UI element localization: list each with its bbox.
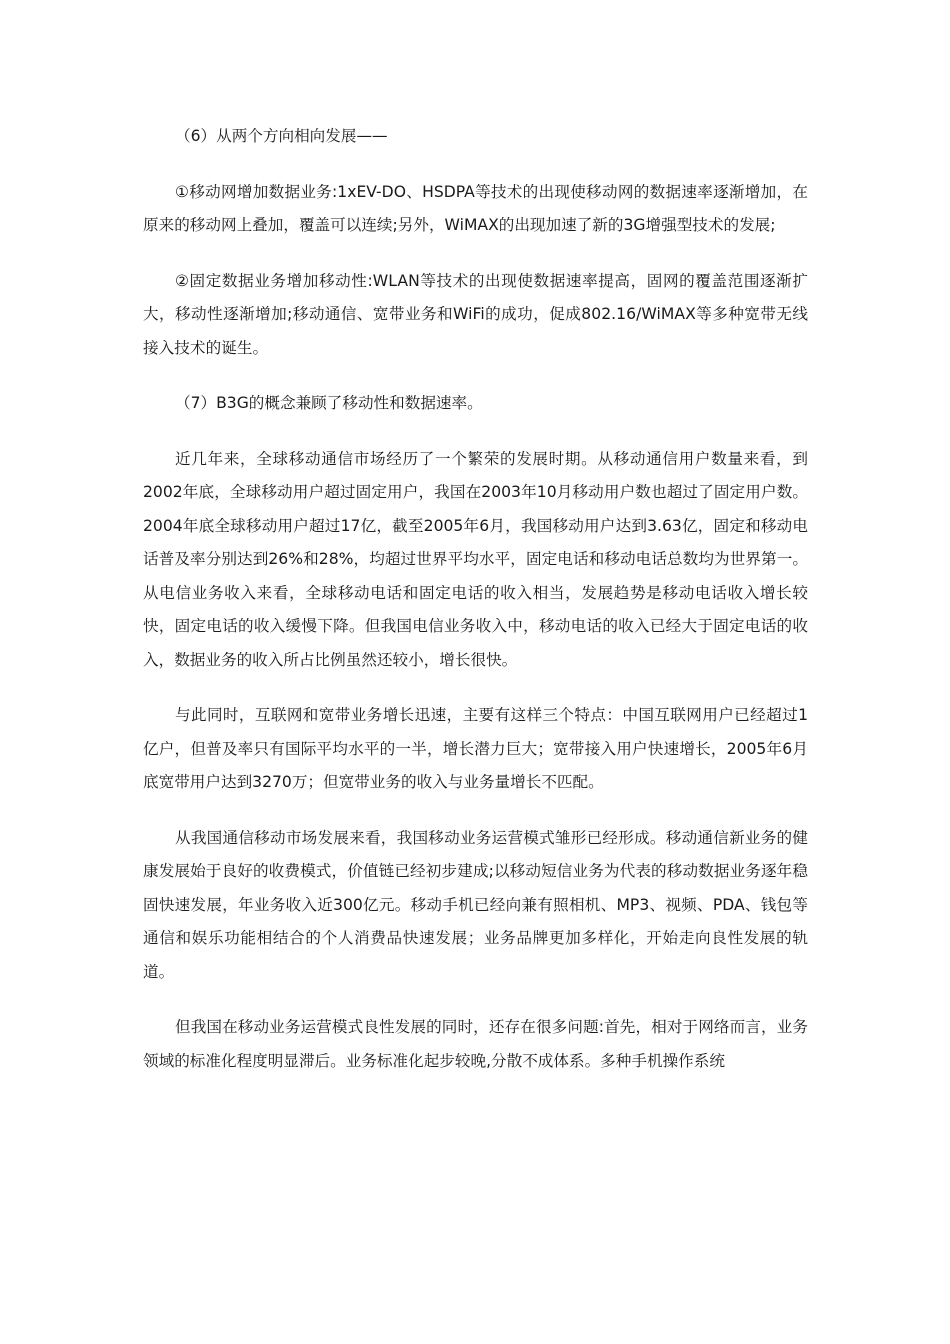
paragraph-section-6-heading: （6）从两个方向相向发展—— — [175, 127, 388, 145]
paragraph-gap — [143, 421, 808, 443]
paragraph-gap — [143, 677, 808, 699]
paragraph-mobile-data: ①移动网增加数据业务:1xEV-DO、HSDPA等技术的出现使移动网的数据速率逐渐增加，在原来的移动网上叠加，覆盖可以连续;另外，WiMAX的出现加速了新的3G增强型技术的发展; — [143, 182, 808, 234]
paragraph-internet-broadband: 与此同时，互联网和宽带业务增长迅速，主要有这样三个特点：中国互联网用户已经超过1亿户，但普及率只有国际平均水平的一半，增长潜力巨大；宽带接入用户快速增长，2005年6月底宽带用户达到3270万；但宽带业务的收入与业务量增长不匹配。 — [143, 706, 808, 791]
paragraph-section-7-b3g: （7）B3G的概念兼顾了移动性和数据速率。 — [175, 394, 483, 412]
paragraph-gap — [143, 243, 808, 265]
paragraph-fixed-mobility: ②固定数据业务增加移动性:WLAN等技术的出现使数据速率提高，固网的覆盖范围逐渐扩大，移动性逐渐增加;移动通信、宽带业务和WiFi的成功，促成802.16/WiMAX等多种宽带无线接入技术的诞生。 — [143, 271, 808, 357]
paragraph-gap — [143, 989, 808, 1011]
paragraph-gap — [143, 800, 808, 822]
document-page — [143, 120, 808, 1078]
paragraph-global-market: 近几年来，全球移动通信市场经历了一个繁荣的发展时期。从移动通信用户数量来看，到2002年底，全球移动用户超过固定用户，我国在2003年10月移动用户数也超过了固定用户数。2004年底全球移动用户超过17亿，截至2005年6月，我国移动用户达到3.63亿，固定和移动电话普及率分别达到26%和28%，均超过世界平均水平，固定电话和移动电话总数均为世界第一。从电信业务收入来看，全球移动电话和固定电话的收入相当，发展趋势是移动电话收入增长较快，固定电话的收入缓慢下降。但我国电信业务收入中，移动电话的收入已经大于固定电话的收入，数据业务的收入所占比例虽然还较小，增长很快。 — [143, 449, 808, 669]
paragraph-problems: 但我国在移动业务运营模式良性发展的同时，还存在很多问题:首先，相对于网络而言，业务领域的标准化程度明显滞后。业务标准化起步较晚,分散不成体系。多种手机操作系统 — [143, 1018, 808, 1070]
paragraph-business-model: 从我国通信移动市场发展来看，我国移动业务运营模式雏形已经形成。移动通信新业务的健康发展始于良好的收费模式，价值链已经初步建成;以移动短信业务为代表的移动数据业务逐年稳固快速发展，年业务收入近300亿元。移动手机已经向兼有照相机、MP3、视频、PDA、钱包等通信和娱乐功能相结合的个人消费品快速发展；业务品牌更加多样化，开始走向良性发展的轨道。 — [143, 828, 808, 981]
paragraph-gap — [143, 154, 808, 176]
paragraph-gap — [143, 365, 808, 387]
